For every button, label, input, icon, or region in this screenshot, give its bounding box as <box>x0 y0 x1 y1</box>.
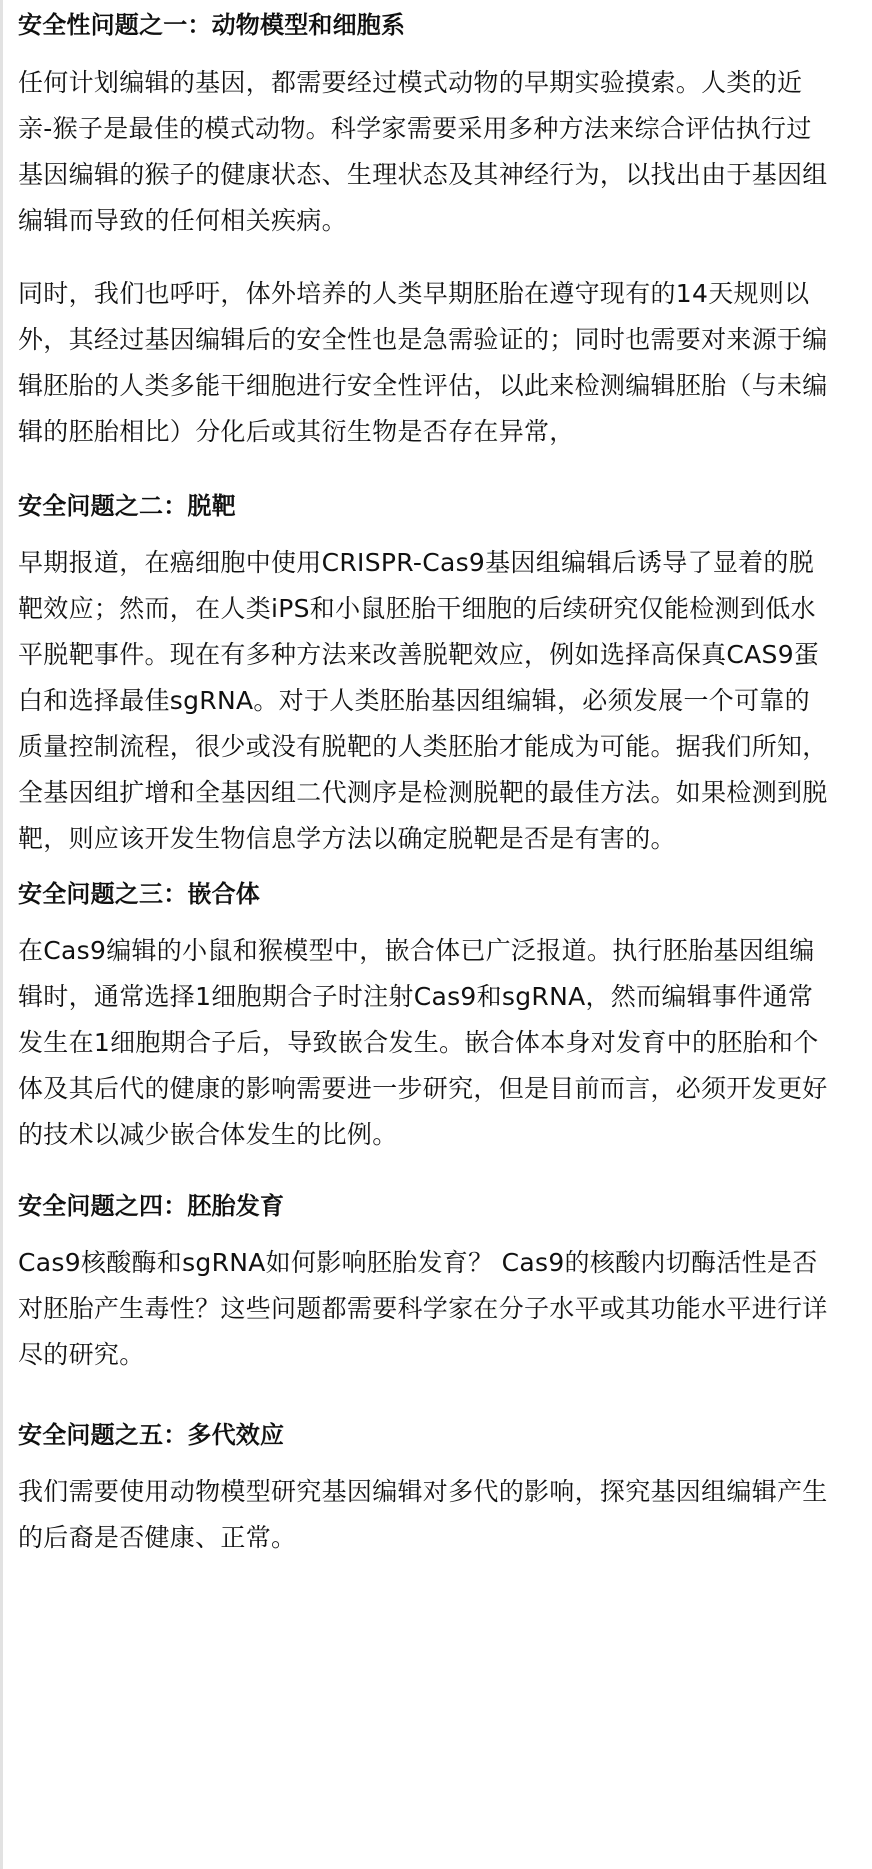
text-line: 早期报道，在癌细胞中使用CRISPR-Cas9基因组编辑后诱导了显着的脱 <box>18 548 815 577</box>
text-line: 对胚胎产生毒性？这些问题都需要科学家在分子水平或其功能水平进行详 <box>18 1294 828 1323</box>
paragraph-animal-models <box>18 60 828 244</box>
text-line: 外，其经过基因编辑后的安全性也是急需验证的；同时也需要对来源于编 <box>18 325 828 354</box>
text-line: 基因编辑的猴子的健康状态、生理状态及其神经行为，以找出由于基因组 <box>18 160 828 189</box>
text-line: 的后裔是否健康、正常。 <box>18 1523 297 1552</box>
text-line: 的技术以减少嵌合体发生的比例。 <box>18 1120 398 1149</box>
section-heading-off-target: 安全问题之二：脱靶 <box>18 492 236 520</box>
text-line: 辑的胚胎相比）分化后或其衍生物是否存在异常， <box>18 417 575 446</box>
left-border <box>0 0 3 1869</box>
section-heading-embryo-development: 安全问题之四：胚胎发育 <box>18 1192 285 1220</box>
text-line: 在Cas9编辑的小鼠和猴模型中，嵌合体已广泛报道。执行胚胎基因组编 <box>18 936 815 965</box>
text-line: 平脱靶事件。现在有多种方法来改善脱靶效应，例如选择高保真CAS9蛋 <box>18 640 820 669</box>
text-line: 同时，我们也呼吁，体外培养的人类早期胚胎在遵守现有的14天规则以 <box>18 279 810 308</box>
paragraph-embryo-safety <box>18 271 828 455</box>
text-line: 亲-猴子是最佳的模式动物。科学家需要采用多种方法来综合评估执行过 <box>18 114 812 143</box>
section-heading-multigenerational: 安全问题之五：多代效应 <box>18 1421 285 1449</box>
text-line: 辑时，通常选择1细胞期合子时注射Cas9和sgRNA，然而编辑事件通常 <box>18 982 814 1011</box>
text-line: 靶效应；然而，在人类iPS和小鼠胚胎干细胞的后续研究仅能检测到低水 <box>18 594 816 623</box>
text-line: 全基因组扩增和全基因组二代测序是检测脱靶的最佳方法。如果检测到脱 <box>18 778 828 807</box>
text-line: 体及其后代的健康的影响需要进一步研究，但是目前而言，必须开发更好 <box>18 1074 828 1103</box>
text-line: 尽的研究。 <box>18 1340 145 1369</box>
text-line: 我们需要使用动物模型研究基因编辑对多代的影响，探究基因组编辑产生 <box>18 1477 828 1506</box>
section-heading-animal-models: 安全性问题之一：动物模型和细胞系 <box>18 11 406 39</box>
text-line: 辑胚胎的人类多能干细胞进行安全性评估，以此来检测编辑胚胎（与未编 <box>18 371 828 400</box>
paragraph-multigenerational <box>18 1469 828 1561</box>
text-line: 任何计划编辑的基因，都需要经过模式动物的早期实验摸索。人类的近 <box>18 68 803 97</box>
text-line: 质量控制流程，很少或没有脱靶的人类胚胎才能成为可能。据我们所知， <box>18 732 828 761</box>
paragraph-mosaicism <box>18 928 828 1158</box>
paragraph-embryo-development <box>18 1240 828 1378</box>
text-line: 发生在1细胞期合子后，导致嵌合发生。嵌合体本身对发育中的胚胎和个 <box>18 1028 819 1057</box>
text-line: 编辑而导致的任何相关疾病。 <box>18 206 347 235</box>
text-line: 靶，则应该开发生物信息学方法以确定脱靶是否是有害的。 <box>18 824 676 853</box>
text-line: Cas9核酸酶和sgRNA如何影响胚胎发育？ Cas9的核酸内切酶活性是否 <box>18 1248 818 1277</box>
section-heading-mosaicism: 安全问题之三：嵌合体 <box>18 880 260 908</box>
text-line: 白和选择最佳sgRNA。对于人类胚胎基因组编辑，必须发展一个可靠的 <box>18 686 810 715</box>
paragraph-off-target <box>18 540 828 862</box>
